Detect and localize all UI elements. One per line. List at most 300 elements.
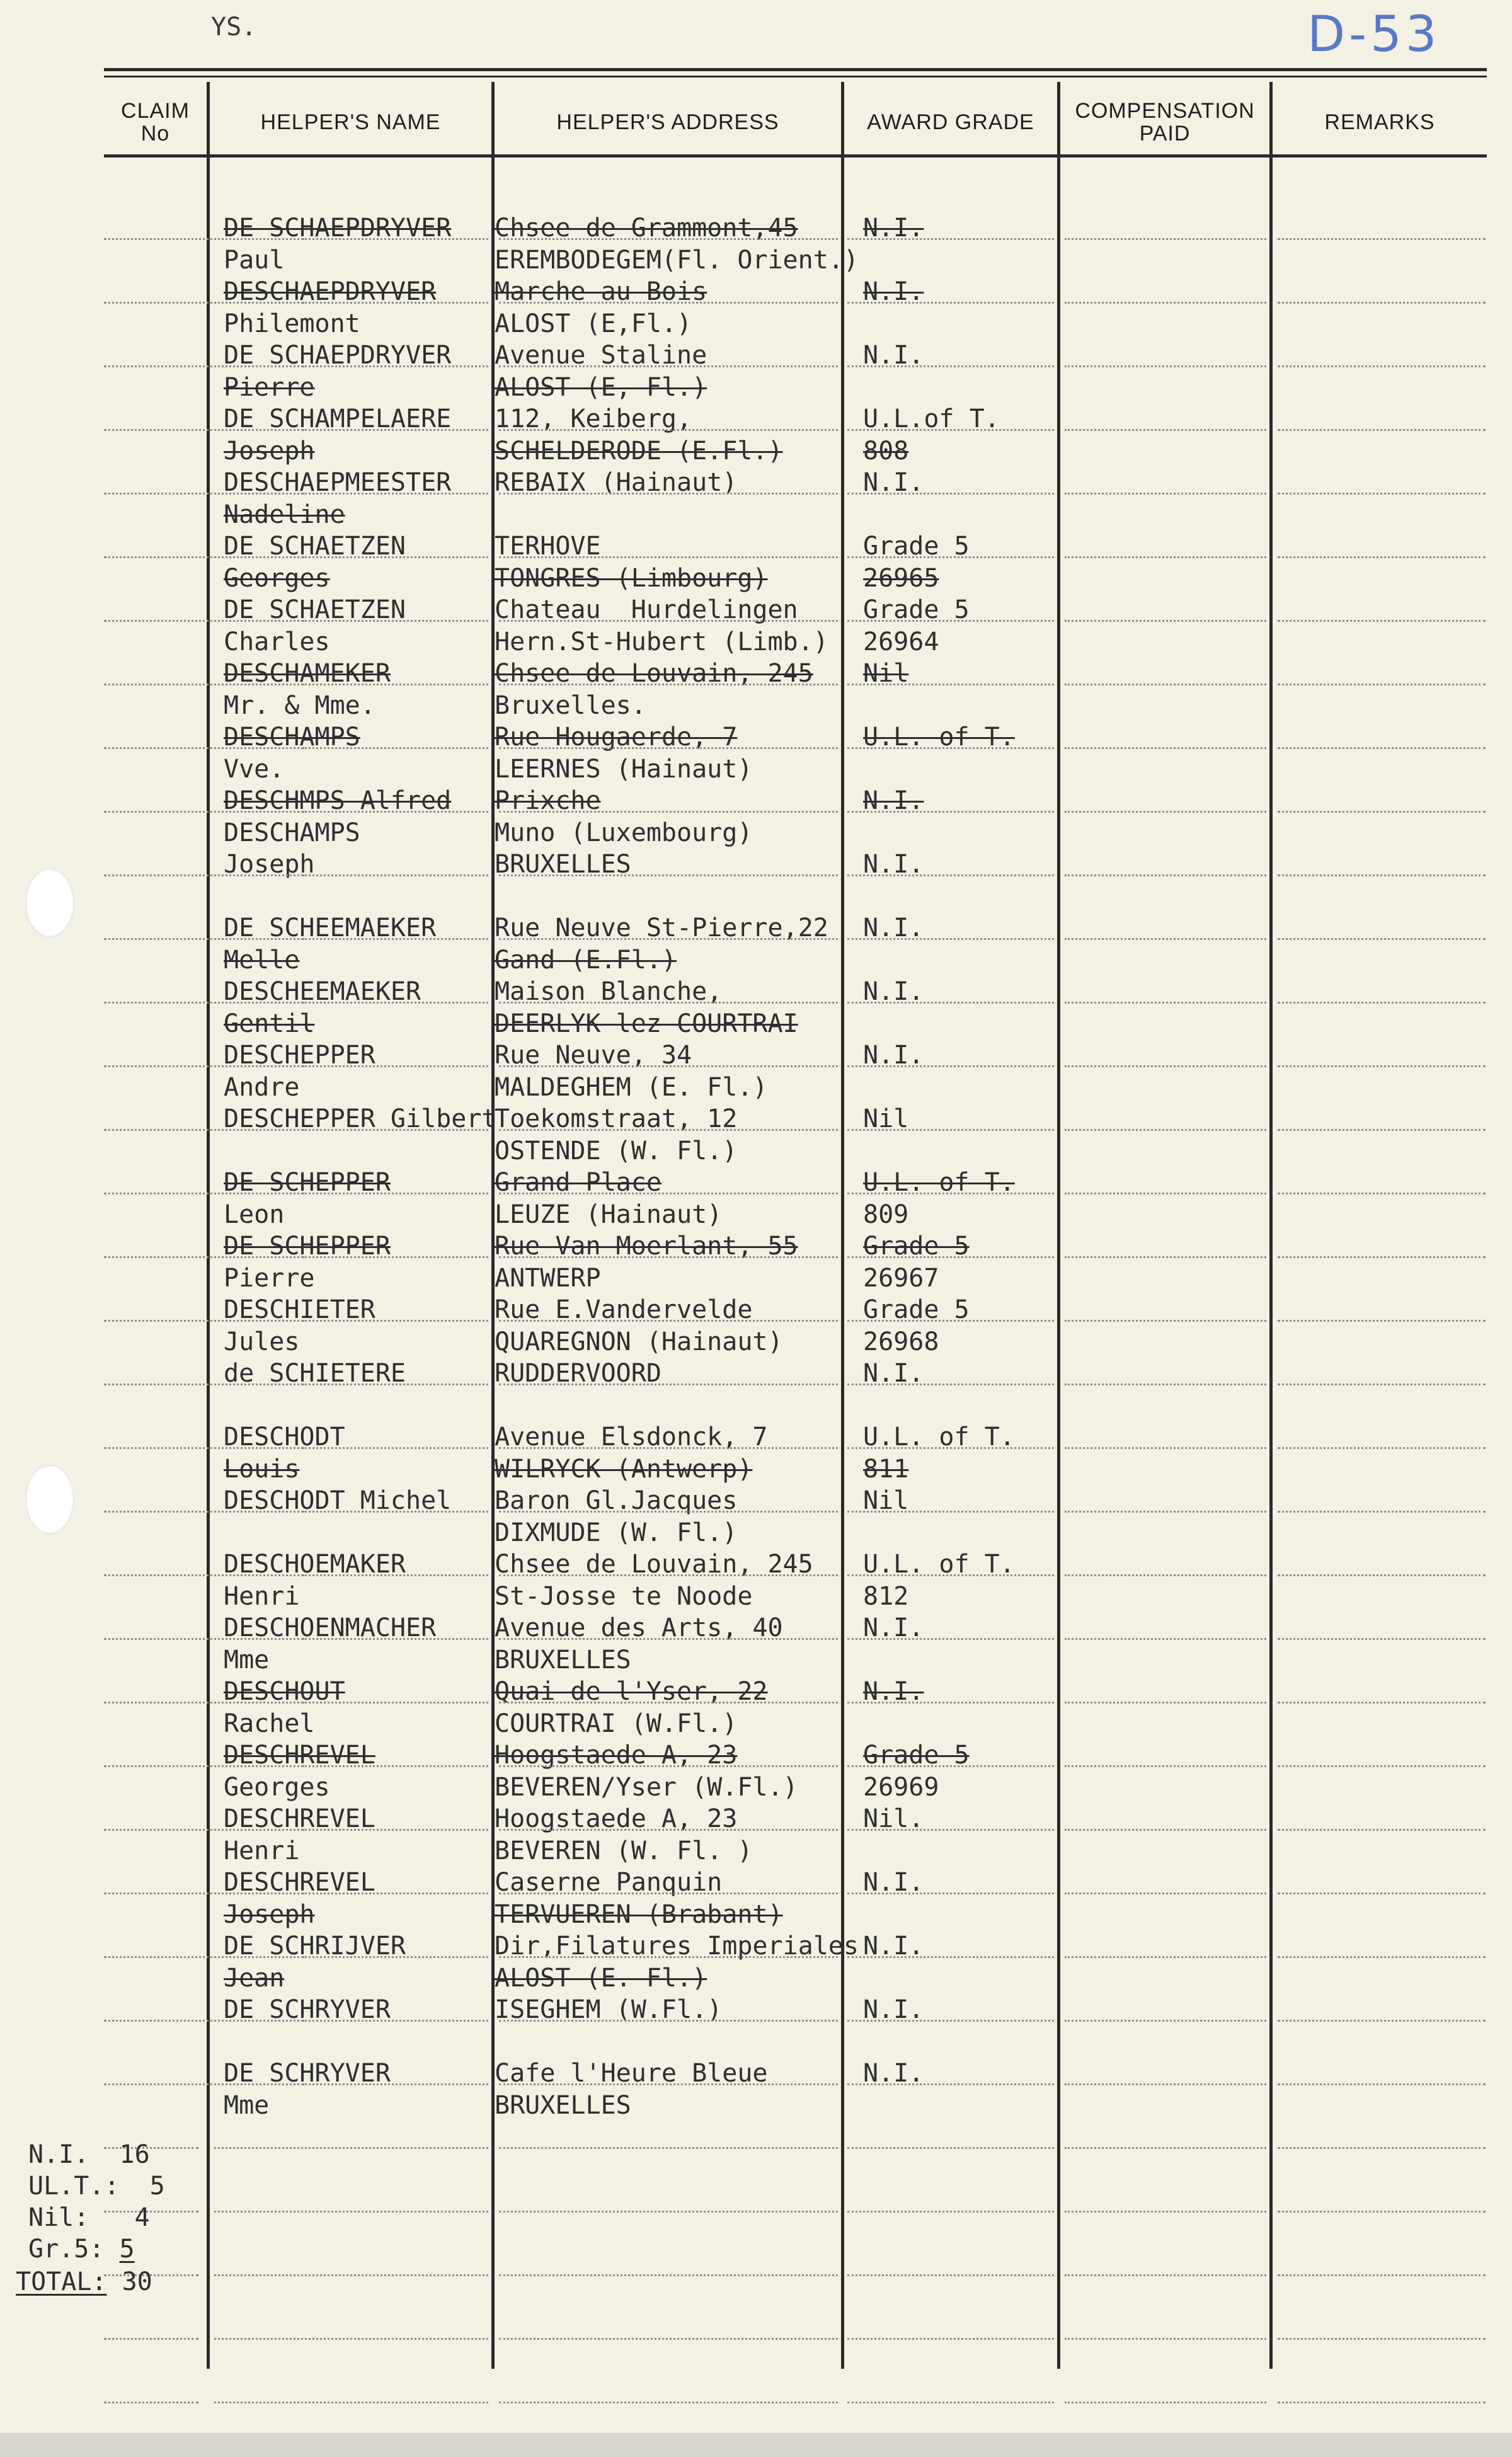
row-rule: [214, 938, 488, 940]
cell-award: 26967: [863, 1264, 939, 1293]
cell-award: U.L. of T.: [863, 1168, 1015, 1197]
cell-award: Nil.: [863, 1804, 924, 1833]
row-rule: [1278, 1638, 1486, 1640]
cell-address: Gand (E.Fl.): [495, 946, 677, 975]
row-rule: [1278, 1193, 1486, 1194]
row-rule: [847, 1765, 1054, 1767]
row-rule: [847, 811, 1054, 813]
cell-address: TONGRES (Limbourg): [495, 564, 768, 593]
cell-name: DE SCHEPPER: [224, 1232, 391, 1261]
cell-award: 809: [863, 1200, 909, 1229]
row-rule: [499, 1383, 838, 1385]
cell-address: St-Josse te Noode: [495, 1582, 753, 1611]
row-rule: [847, 1638, 1054, 1640]
cell-name: Louis: [224, 1455, 300, 1484]
row-rule: [1065, 556, 1266, 558]
cell-award: 26968: [863, 1327, 939, 1356]
row-rule: [1278, 620, 1486, 622]
row-rule: [499, 238, 838, 240]
row-rule: [1278, 238, 1486, 240]
cell-name: DESCHODT: [224, 1423, 345, 1452]
row-rule: [499, 811, 838, 813]
row-rule: [1065, 811, 1266, 813]
row-rule: [847, 429, 1054, 431]
punch-hole-lower: [25, 1465, 74, 1534]
row-rule: [1065, 938, 1266, 940]
row-rule: [214, 493, 488, 495]
empty-row-rule: [499, 2338, 838, 2340]
row-rule: [1065, 874, 1266, 876]
cell-address: Rue Neuve, 34: [495, 1041, 692, 1070]
empty-row-rule: [1278, 2274, 1486, 2276]
cell-award: N.I.: [863, 1677, 924, 1706]
cell-name: DE SCHAETZEN: [224, 595, 406, 624]
row-rule: [214, 620, 488, 622]
row-rule: [214, 1383, 488, 1385]
cell-address: Grand Place: [495, 1168, 662, 1197]
tally-total: TOTAL: 30: [16, 2267, 152, 2296]
cell-name: Henri: [224, 1582, 300, 1611]
row-rule: [1065, 1320, 1266, 1322]
cell-address: BRUXELLES: [495, 2091, 631, 2120]
cell-address: RUDDERVOORD: [495, 1359, 662, 1388]
cell-name: Pierre: [224, 1264, 315, 1293]
cell-name: DE SCHEEMAEKER: [224, 914, 437, 942]
empty-row-rule: [847, 2274, 1054, 2276]
row-rule: [499, 684, 838, 685]
cell-award: N.I.: [863, 2059, 924, 2088]
row-rule: [847, 1829, 1054, 1831]
row-rule: [1278, 1256, 1486, 1258]
row-rule: [847, 684, 1054, 685]
row-rule: [214, 1320, 488, 1322]
cell-name: Gentil: [224, 1009, 315, 1038]
row-rule: [499, 1893, 838, 1894]
row-rule: [1065, 1956, 1266, 1958]
header-remarks: REMARKS: [1324, 110, 1435, 135]
cell-address: Chsee de Grammont,45: [495, 214, 798, 243]
cell-award: 26964: [863, 627, 939, 656]
cell-address: Chsee de Louvain, 245: [495, 1550, 813, 1579]
cell-address: Dir,Filatures Imperiales: [495, 1932, 859, 1961]
row-rule: [1278, 1765, 1486, 1767]
cell-address: Muno (Luxembourg): [495, 818, 753, 847]
cell-name: Vve.: [224, 755, 285, 784]
cell-name: DESCHOEMAKER: [224, 1550, 406, 1579]
row-rule: [214, 1638, 488, 1640]
empty-row-rule: [847, 2402, 1054, 2403]
row-rule: [499, 1193, 838, 1194]
row-rule: [847, 2020, 1054, 2022]
cell-award: N.I.: [863, 1995, 924, 2024]
empty-row-rule: [214, 2402, 488, 2403]
row-rule: [1065, 1193, 1266, 1194]
scan-bottom-edge: [0, 2433, 1512, 2457]
cell-award: N.I.: [863, 977, 924, 1006]
cell-award: 26965: [863, 564, 939, 593]
cell-address: BRUXELLES: [495, 850, 631, 879]
cell-address: Rue Van Moerlant, 55: [495, 1232, 798, 1261]
row-rule: [847, 1383, 1054, 1385]
row-rule: [214, 1511, 488, 1513]
empty-row-rule: [847, 2211, 1054, 2213]
cell-name: de SCHIETERE: [224, 1359, 406, 1388]
row-rule: [847, 1193, 1054, 1194]
cell-award: 808: [863, 437, 909, 466]
row-rule: [499, 2083, 838, 2085]
empty-row-rule: [214, 2211, 488, 2213]
row-rule: [1065, 1256, 1266, 1258]
row-rule: [499, 1574, 838, 1576]
cell-award: U.L. of T.: [863, 1423, 1015, 1452]
cell-address: 112, Keiberg,: [495, 404, 692, 433]
row-rule: [499, 747, 838, 749]
row-rule: [499, 1638, 838, 1640]
row-rule: [847, 874, 1054, 876]
cell-award: Grade 5: [863, 532, 970, 561]
cell-name: DESCHMPS Alfred: [224, 786, 452, 815]
row-rule: [499, 1320, 838, 1322]
cell-name: Rachel: [224, 1709, 315, 1738]
cell-address: Hern.St-Hubert (Limb.): [495, 627, 828, 656]
row-rule: [1065, 1002, 1266, 1004]
row-rule: [847, 747, 1054, 749]
empty-row-rule: [214, 2147, 488, 2149]
row-rule: [214, 811, 488, 813]
cell-address: ANTWERP: [495, 1264, 601, 1293]
row-rule: [1278, 874, 1486, 876]
cell-address: Hoogstaede A, 23: [495, 1804, 738, 1833]
cell-name: DESCHEEMAEKER: [224, 977, 421, 1006]
row-rule: [499, 1065, 838, 1067]
cell-name: Joseph: [224, 437, 315, 466]
cell-name: DESCHODT Michel: [224, 1486, 452, 1515]
file-code: YS.: [211, 13, 257, 42]
tally-ult: UL.T.: 5: [28, 2172, 165, 2201]
row-rule: [847, 1702, 1054, 1704]
row-rule: [1065, 620, 1266, 622]
row-rule: [499, 1956, 838, 1958]
row-rule: [214, 238, 488, 240]
row-rule: [1065, 429, 1266, 431]
row-rule: [1278, 1002, 1486, 1004]
cell-address: DEERLYK lez COURTRAI: [495, 1009, 798, 1038]
row-rule: [499, 874, 838, 876]
row-rule: [1278, 1829, 1486, 1831]
row-rule: [499, 620, 838, 622]
cell-name: DE SCHAMPELAERE: [224, 404, 452, 433]
row-rule: [1278, 1129, 1486, 1131]
row-rule: [214, 429, 488, 431]
row-rule: [1065, 1065, 1266, 1067]
cell-name: Georges: [224, 564, 330, 593]
empty-row-rule: [499, 2147, 838, 2149]
row-rule: [214, 1002, 488, 1004]
cell-address: Avenue Elsdonck, 7: [495, 1423, 768, 1452]
cell-address: EREMBODEGEM(Fl. Orient.): [495, 246, 859, 275]
row-rule: [1065, 1765, 1266, 1767]
row-rule: [1065, 1702, 1266, 1704]
cell-name: DESCHAMPS: [224, 818, 360, 847]
cell-name: DESCHEPPER Gilbert: [224, 1104, 497, 1133]
row-rule: [214, 2083, 488, 2085]
cell-address: Bruxelles.: [495, 691, 646, 720]
tally-nil: Nil: 4: [28, 2203, 150, 2232]
row-rule: [214, 1256, 488, 1258]
tally-grade5: Gr.5: 5: [28, 2235, 135, 2264]
cell-address: Rue E.Vandervelde: [495, 1295, 753, 1324]
cell-address: QUAREGNON (Hainaut): [495, 1327, 783, 1356]
cell-name: Mme: [224, 1646, 270, 1675]
cell-address: ALOST (E, Fl.): [495, 373, 707, 402]
row-rule: [499, 1002, 838, 1004]
cell-name: Joseph: [224, 1900, 315, 1929]
row-rule: [214, 747, 488, 749]
cell-name: DESCHOENMACHER: [224, 1613, 437, 1642]
cell-address: LEERNES (Hainaut): [495, 755, 753, 784]
cell-name: Nadeline: [224, 500, 345, 529]
row-rule: [214, 1574, 488, 1576]
cell-address: MALDEGHEM (E. Fl.): [495, 1073, 768, 1102]
cell-name: DE SCHRIJVER: [224, 1932, 406, 1961]
cell-award: N.I.: [863, 914, 924, 942]
cell-award: U.L. of T.: [863, 1550, 1015, 1579]
empty-row-rule: [214, 2274, 488, 2276]
cell-name: DE SCHAEPDRYVER: [224, 214, 452, 243]
row-rule: [847, 365, 1054, 367]
row-rule: [1278, 2020, 1486, 2022]
header-compensation-paid: COMPENSATION PAID: [1075, 99, 1255, 146]
cell-name: DESCHAMEKER: [224, 659, 391, 688]
cell-address: Quai de l'Yser, 22: [495, 1677, 768, 1706]
row-rule: [214, 302, 488, 304]
row-rule: [1065, 493, 1266, 495]
row-rule: [214, 1447, 488, 1449]
row-rule: [499, 302, 838, 304]
cell-award: 811: [863, 1455, 909, 1484]
document-reference: D-53: [1307, 6, 1441, 63]
column-divider-compensation: [1269, 82, 1273, 2369]
header-top-rule: [104, 68, 1487, 71]
row-rule: [214, 2020, 488, 2022]
cell-award: U.L. of T.: [863, 723, 1015, 752]
cell-name: Joseph: [224, 850, 315, 879]
row-rule: [1065, 747, 1266, 749]
row-rule: [1278, 1447, 1486, 1449]
empty-row-rule: [1065, 2274, 1266, 2276]
cell-address: WILRYCK (Antwerp): [495, 1455, 753, 1484]
empty-row-rule: [499, 2402, 838, 2403]
row-rule: [1278, 1511, 1486, 1513]
row-rule: [1278, 1320, 1486, 1322]
cell-name: DE SCHAETZEN: [224, 532, 406, 561]
empty-row-rule: [1065, 2402, 1266, 2403]
empty-row-rule: [847, 2147, 1054, 2149]
cell-address: BRUXELLES: [495, 1646, 631, 1675]
row-rule: [499, 1829, 838, 1831]
cell-address: Hoogstaede A, 23: [495, 1741, 738, 1770]
cell-name: Mr. & Mme.: [224, 691, 375, 720]
row-rule: [1278, 684, 1486, 685]
row-rule: [214, 1193, 488, 1194]
row-rule: [1065, 684, 1266, 685]
row-rule: [847, 1256, 1054, 1258]
cell-award: Nil: [863, 1104, 909, 1133]
cell-name: DESCHEPPER: [224, 1041, 375, 1070]
cell-name: Andre: [224, 1073, 300, 1102]
row-rule: [214, 1829, 488, 1831]
cell-name: DESCHREVEL: [224, 1804, 375, 1833]
cell-name: DESCHREVEL: [224, 1741, 375, 1770]
row-rule: [1065, 1638, 1266, 1640]
row-rule: [1278, 1956, 1486, 1958]
cell-address: Marche au Bois: [495, 277, 707, 306]
header-helper-name: HELPER'S NAME: [260, 110, 441, 135]
row-rule: [847, 1129, 1054, 1131]
row-rule: [1065, 1129, 1266, 1131]
cell-address: Chsee de Louvain, 245: [495, 659, 813, 688]
row-rule: [499, 1129, 838, 1131]
cell-name: Paul: [224, 246, 285, 275]
empty-row-rule: [1065, 2211, 1266, 2213]
row-rule: [214, 1765, 488, 1767]
row-rule: [214, 556, 488, 558]
cell-name: Georges: [224, 1773, 330, 1802]
cell-address: Cafe l'Heure Bleue: [495, 2059, 768, 2088]
row-rule: [499, 1765, 838, 1767]
cell-address: TERHOVE: [495, 532, 601, 561]
row-rule: [1278, 493, 1486, 495]
cell-award: N.I.: [863, 214, 924, 243]
cell-name: Leon: [224, 1200, 285, 1229]
cell-name: Philemont: [224, 309, 360, 338]
row-rule: [847, 1320, 1054, 1322]
cell-address: ALOST (E,Fl.): [495, 309, 692, 338]
cell-address: Chateau Hurdelingen: [495, 595, 798, 624]
row-rule: [214, 365, 488, 367]
cell-name: DESCHAEPMEESTER: [224, 468, 452, 497]
cell-award: N.I.: [863, 1041, 924, 1070]
cell-address: Rue Neuve St-Pierre,22: [495, 914, 828, 942]
row-rule: [1278, 1702, 1486, 1704]
cell-award: N.I.: [863, 468, 924, 497]
cell-award: N.I.: [863, 1932, 924, 1961]
row-rule: [1278, 302, 1486, 304]
cell-name: Mme: [224, 2091, 270, 2120]
cell-address: REBAIX (Hainaut): [495, 468, 738, 497]
cell-name: DESCHREVEL: [224, 1868, 375, 1897]
row-rule: [499, 1511, 838, 1513]
row-rule: [847, 1002, 1054, 1004]
row-rule: [1065, 238, 1266, 240]
cell-name: Henri: [224, 1836, 300, 1865]
cell-address: SCHELDERODE (E.Fl.): [495, 437, 783, 466]
row-rule: [499, 365, 838, 367]
row-rule: [1278, 429, 1486, 431]
row-rule: [847, 1447, 1054, 1449]
punch-hole-upper: [25, 868, 74, 937]
row-rule: [1065, 302, 1266, 304]
cell-address: ALOST (E. Fl.): [495, 1964, 707, 1993]
empty-row-rule: [214, 2338, 488, 2340]
cell-address: BEVEREN/Yser (W.Fl.): [495, 1773, 798, 1802]
cell-award: 812: [863, 1582, 909, 1611]
row-rule: [847, 1956, 1054, 1958]
cell-award: N.I.: [863, 1868, 924, 1897]
row-rule: [499, 938, 838, 940]
cell-award: N.I.: [863, 1613, 924, 1642]
row-rule: [1278, 365, 1486, 367]
cell-award: Nil: [863, 1486, 909, 1515]
row-rule: [214, 1129, 488, 1131]
empty-row-rule: [1278, 2338, 1486, 2340]
cell-name: DESCHAEPDRYVER: [224, 277, 437, 306]
row-rule: [847, 620, 1054, 622]
row-rule: [214, 874, 488, 876]
row-rule: [499, 1447, 838, 1449]
cell-address: ISEGHEM (W.Fl.): [495, 1995, 723, 2024]
row-rule: [214, 1893, 488, 1894]
cell-address: DIXMUDE (W. Fl.): [495, 1518, 738, 1547]
row-rule: [1278, 2083, 1486, 2085]
empty-row-rule: [499, 2274, 838, 2276]
row-rule: [499, 1702, 838, 1704]
row-rule: [847, 493, 1054, 495]
cell-award: N.I.: [863, 277, 924, 306]
empty-row-rule: [1065, 2147, 1266, 2149]
cell-address: COURTRAI (W.Fl.): [495, 1709, 738, 1738]
cell-award: N.I.: [863, 786, 924, 815]
row-rule: [214, 1956, 488, 1958]
row-rule: [1278, 938, 1486, 940]
cell-address: Maison Blanche,: [495, 977, 723, 1006]
cell-address: TERVUEREN (Brabant): [495, 1900, 783, 1929]
cell-name: DE SCHRYVER: [224, 1995, 391, 2024]
cell-name: DE SCHAEPDRYVER: [224, 341, 452, 370]
row-rule: [1065, 1893, 1266, 1894]
cell-name: Pierre: [224, 373, 315, 402]
cell-award: Grade 5: [863, 1295, 970, 1324]
row-rule: [847, 556, 1054, 558]
row-rule: [847, 2083, 1054, 2085]
cell-award: Grade 5: [863, 1232, 970, 1261]
empty-row-rule: [104, 2338, 198, 2340]
row-rule: [1278, 1065, 1486, 1067]
row-rule: [499, 2020, 838, 2022]
row-rule: [1278, 1383, 1486, 1385]
row-rule: [1065, 2083, 1266, 2085]
column-divider-claim: [207, 82, 210, 2369]
empty-row-rule: [847, 2338, 1054, 2340]
header-top-rule-inner: [104, 76, 1487, 77]
cell-address: Toekomstraat, 12: [495, 1104, 738, 1133]
cell-name: Melle: [224, 946, 300, 975]
row-rule: [847, 302, 1054, 304]
empty-row-rule: [104, 2402, 198, 2403]
empty-row-rule: [1278, 2402, 1486, 2403]
empty-row-rule: [1065, 2338, 1266, 2340]
row-rule: [1065, 1829, 1266, 1831]
row-rule: [1278, 811, 1486, 813]
row-rule: [1065, 2020, 1266, 2022]
cell-address: Caserne Panquin: [495, 1868, 723, 1897]
cell-address: Avenue des Arts, 40: [495, 1613, 783, 1642]
cell-address: OSTENDE (W. Fl.): [495, 1137, 738, 1166]
column-divider-award: [1057, 82, 1060, 2369]
row-rule: [1065, 1574, 1266, 1576]
cell-address: Rue Hougaerde, 7: [495, 723, 738, 752]
cell-name: DE SCHEPPER: [224, 1168, 391, 1197]
